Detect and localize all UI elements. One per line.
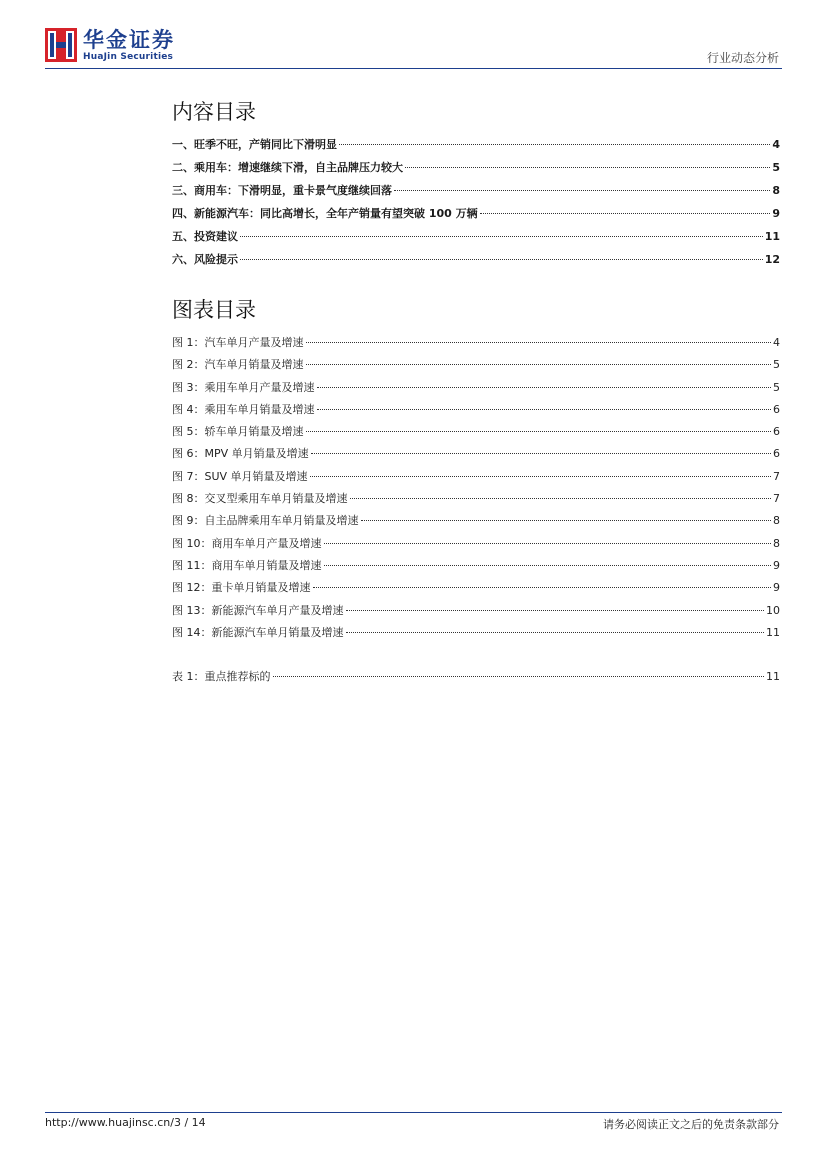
figure-entry-label: 图 12：重卡单月销量及增速 (172, 581, 311, 595)
leader-dots (313, 587, 772, 588)
leader-dots (480, 213, 771, 214)
table-entry-page: 11 (766, 670, 780, 683)
toc-title: 内容目录 (172, 100, 256, 124)
table-entry-label: 表 1：重点推荐标的 (172, 670, 271, 683)
leader-dots (394, 190, 770, 191)
toc-entry-page: 8 (772, 184, 780, 197)
footer-divider (45, 1112, 782, 1113)
toc-entry-label: 五、投资建议 (172, 230, 238, 243)
figure-entry-label: 图 5：轿车单月销量及增速 (172, 425, 304, 439)
figures-title: 图表目录 (172, 298, 256, 322)
figure-entry-label: 图 10：商用车单月产量及增速 (172, 536, 322, 550)
figure-entry-page: 6 (773, 425, 780, 439)
leader-dots (350, 498, 772, 499)
toc-entry-label: 六、风险提示 (172, 253, 238, 266)
leader-dots (405, 167, 770, 168)
leader-dots (324, 543, 772, 544)
figures-list (172, 334, 780, 646)
tables-list (172, 668, 780, 691)
figure-entry[interactable] (172, 557, 780, 579)
leader-dots (361, 520, 772, 521)
toc-entry-page: 11 (764, 230, 780, 243)
figure-entry[interactable] (172, 579, 780, 601)
figure-entry[interactable] (172, 379, 780, 401)
figure-entry-page: 6 (773, 447, 780, 461)
toc-entry-page: 12 (764, 253, 780, 266)
figure-entry[interactable] (172, 423, 780, 445)
toc-entry-page: 9 (772, 207, 780, 220)
figure-entry-page: 10 (766, 603, 780, 617)
leader-dots (339, 144, 770, 145)
toc-entry-label: 一、旺季不旺，产销同比下滑明显 (172, 138, 337, 151)
leader-dots (317, 387, 772, 388)
figure-entry-page: 4 (773, 336, 780, 349)
figure-entry-label: 图 2：汽车单月销量及增速 (172, 358, 304, 372)
toc-entry[interactable] (172, 251, 780, 274)
figure-entry[interactable] (172, 602, 780, 624)
leader-dots (240, 236, 763, 237)
figure-entry-label: 图 14：新能源汽车单月销量及增速 (172, 625, 344, 639)
toc-entry-label: 四、新能源汽车：同比高增长，全年产销量有望突破 100 万辆 (172, 207, 478, 220)
figure-entry[interactable] (172, 401, 780, 423)
figure-entry-page: 7 (773, 469, 780, 483)
leader-dots (324, 565, 772, 566)
toc-entry-label: 三、商用车：下滑明显，重卡景气度继续回落 (172, 184, 392, 197)
report-type: 行业动态分析 (706, 51, 779, 65)
contents-list (172, 136, 780, 274)
figure-entry-page: 6 (773, 402, 780, 416)
leader-dots (311, 453, 771, 454)
toc-entry[interactable] (172, 228, 780, 251)
figure-entry[interactable] (172, 468, 780, 490)
figure-entry-label: 图 13：新能源汽车单月产量及增速 (172, 603, 344, 617)
figure-entry[interactable] (172, 535, 780, 557)
leader-dots (346, 610, 765, 611)
figure-entry-label: 图 11：商用车单月销量及增速 (172, 558, 322, 572)
leader-dots (306, 364, 772, 365)
figure-entry-label: 图 3：乘用车单月产量及增速 (172, 380, 315, 394)
figure-entry-page: 9 (773, 581, 780, 595)
toc-entry-page: 5 (772, 161, 780, 174)
figure-entry-page: 8 (773, 514, 780, 528)
toc-entry[interactable] (172, 136, 780, 159)
footer-disclaimer: 请务必阅读正文之后的免责条款部分 (603, 1118, 779, 1131)
huajin-logo-mark-icon (45, 28, 77, 62)
table-entry[interactable] (172, 668, 780, 691)
footer-url-page[interactable]: http://www.huajinsc.cn/3 / 14 (45, 1116, 206, 1129)
toc-entry-label: 二、乘用车：增速继续下滑，自主品牌压力较大 (172, 161, 403, 174)
leader-dots (317, 409, 772, 410)
figure-entry-page: 9 (773, 558, 780, 572)
figure-entry[interactable] (172, 445, 780, 467)
figure-entry-page: 5 (773, 358, 780, 372)
leader-dots (310, 476, 771, 477)
toc-entry-page: 4 (772, 138, 780, 151)
brand-name-en: HuaJin Securities (83, 51, 174, 62)
toc-entry[interactable] (172, 159, 780, 182)
figure-entry-label: 图 7：SUV 单月销量及增速 (172, 469, 308, 483)
leader-dots (306, 431, 772, 432)
figure-entry-page: 8 (773, 536, 780, 550)
figure-entry-page: 7 (773, 492, 780, 506)
brand-name-cn: 华金证券 (83, 27, 175, 52)
toc-entry[interactable] (172, 205, 780, 228)
figure-entry[interactable] (172, 356, 780, 378)
leader-dots (306, 342, 772, 343)
figure-entry-label: 图 1：汽车单月产量及增速 (172, 336, 304, 349)
figure-entry-label: 图 4：乘用车单月销量及增速 (172, 402, 315, 416)
leader-dots (240, 259, 763, 260)
leader-dots (273, 676, 765, 677)
figure-entry[interactable] (172, 512, 780, 534)
figure-entry[interactable] (172, 624, 780, 646)
header-divider (45, 68, 782, 69)
figure-entry-page: 11 (766, 625, 780, 639)
toc-entry[interactable] (172, 182, 780, 205)
company-logo (45, 26, 175, 64)
figure-entry-label: 图 6：MPV 单月销量及增速 (172, 447, 309, 461)
figure-entry[interactable] (172, 334, 780, 356)
figure-entry[interactable] (172, 490, 780, 512)
figure-entry-label: 图 9：自主品牌乘用车单月销量及增速 (172, 514, 359, 528)
figure-entry-page: 5 (773, 380, 780, 394)
figure-entry-label: 图 8：交叉型乘用车单月销量及增速 (172, 492, 348, 506)
leader-dots (346, 632, 765, 633)
